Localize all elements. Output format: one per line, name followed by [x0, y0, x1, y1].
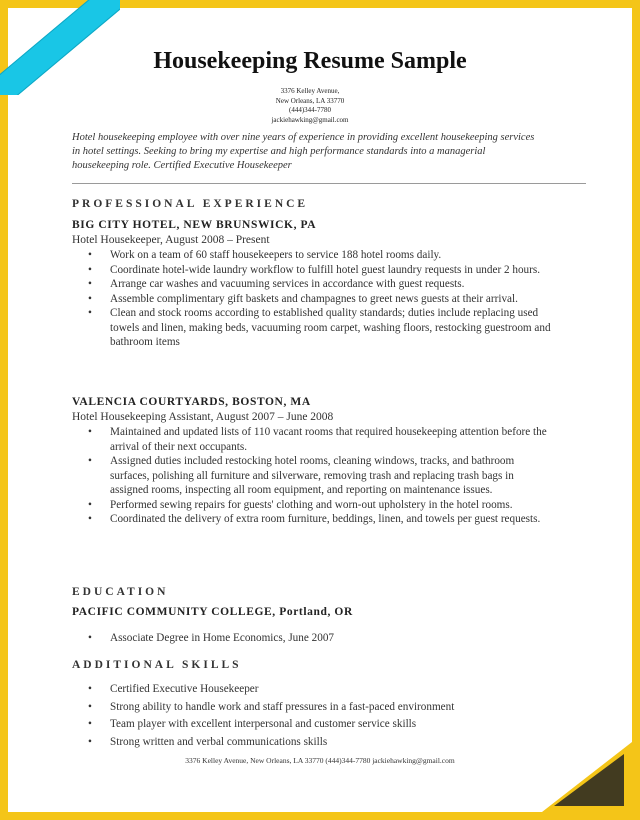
list-item: • Assigned duties included restocking hotel rooms, cleaning windows, tracks, and bathroom surfaces, polishing all furniture and silverware, removing trash and replacing trash bags in assigned rooms, inspecting all room equipment, and reporting on maintenance issues. [88, 454, 553, 498]
summary-text: Hotel housekeeping employee with over nine years of experience in providing excellent housekeeping services in hotel settings. Seeking to bring my expertise and high performance standards into a managerial housekeeping role. Certified Executive Housekeeper [72, 132, 535, 171]
list-item: • Associate Degree in Home Economics, June 2007 [88, 631, 553, 646]
list-item: • Team player with excellent interpersonal and customer service skills [88, 716, 553, 734]
job-bullets [88, 248, 553, 350]
list-item: • Strong ability to handle work and staff pressures in a fast-paced environment [88, 699, 553, 717]
page-curl [542, 742, 632, 812]
list-item: • Maintained and updated lists of 110 vacant rooms that required housekeeping attention before the arrival of their next occupants. [88, 425, 553, 454]
list-item: • Clean and stock rooms according to established quality standards; duties include replacing used towels and linen, making beds, vacuuming room carpet, washing floors, restocking guestroom and bathroom items [88, 306, 553, 350]
job-title: Hotel Housekeeper, August 2008 – Present [72, 234, 270, 246]
list-item: • Certified Executive Housekeeper [88, 681, 553, 699]
section-heading-education: EDUCATION [72, 586, 169, 598]
education-bullets [88, 631, 553, 646]
list-item: • Assemble complimentary gift baskets and champagnes to greet news guests at their arrival. [88, 292, 553, 307]
section-heading-skills: ADDITIONAL SKILLS [72, 659, 242, 671]
section-heading-experience: PROFESSIONAL EXPERIENCE [72, 198, 309, 210]
list-item: • Strong written and verbal communications skills [88, 734, 553, 752]
job-company: BIG CITY HOTEL, NEW BRUNSWICK, PA [72, 219, 317, 231]
contact-phone: (444)344-7780 [289, 106, 331, 114]
list-item: • Coordinate hotel-wide laundry workflow to fulfill hotel guest laundry requests in under 2 hours. [88, 263, 553, 278]
contact-block [0, 87, 620, 125]
contact-city: New Orleans, LA 33770 [275, 96, 345, 105]
job-title: Hotel Housekeeping Assistant, August 2007 – June 2008 [72, 411, 334, 423]
contact-street: 3376 Kelley Avenue, [280, 87, 340, 95]
skills-bullets [88, 681, 553, 751]
contact-email: jackiehawking@gmail.com [271, 115, 349, 124]
list-item: • Coordinated the delivery of extra room furniture, beddings, linen, and towels per guest requests. [88, 512, 553, 527]
job-bullets [88, 425, 553, 527]
divider [72, 183, 586, 184]
list-item: • Performed sewing repairs for guests' clothing and worn-out upholstery in the hotel rooms. [88, 498, 553, 513]
job-company: VALENCIA COURTYARDS, BOSTON, MA [72, 396, 311, 408]
list-item: • Work on a team of 60 staff housekeepers to service 188 hotel rooms daily. [88, 248, 553, 263]
list-item: • Arrange car washes and vacuuming services in accordance with guest requests. [88, 277, 553, 292]
school-name: PACIFIC COMMUNITY COLLEGE, Portland, OR [72, 606, 353, 618]
footer-contact: 3376 Kelley Avenue, New Orleans, LA 33770 (444)344-7780 jackiehawking@gmail.com [185, 756, 455, 765]
resume-title: Housekeeping Resume Sample [153, 48, 467, 74]
